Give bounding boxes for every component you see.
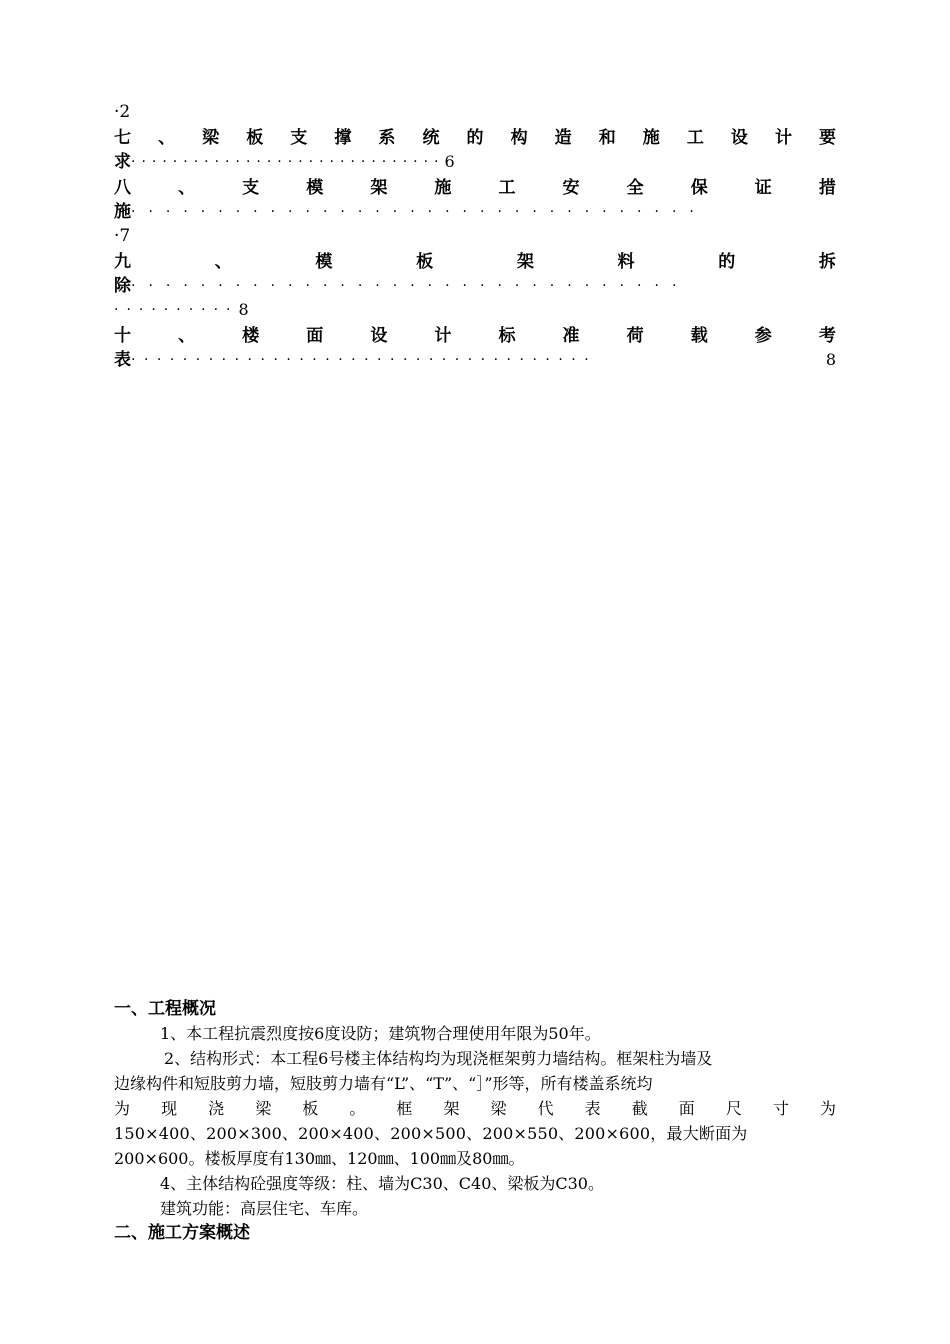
paragraph: 4、主体结构砼强度等级：柱、墙为C30、C40、梁板为C30。 — [160, 1174, 604, 1193]
toc-leader-dots: ·········· — [114, 302, 239, 318]
toc-title-char: 保 — [690, 178, 708, 198]
paragraph-char: 现 — [161, 1099, 178, 1118]
paragraph-char: 寸 — [772, 1099, 789, 1118]
toc-page-ref — [114, 224, 836, 248]
toc-leader-dots: ································· — [131, 204, 707, 220]
toc-entry-cont-text: 求 — [114, 152, 131, 172]
paragraph-char: 架 — [443, 1099, 460, 1118]
paragraph-char: 为 — [819, 1099, 836, 1118]
toc-title-char: 模 — [306, 178, 324, 198]
toc-page-ref — [114, 100, 836, 124]
toc-title-char: 荷 — [626, 326, 644, 346]
paragraph: 2、结构形式：本工程6号楼主体结构均为现浇框架剪力墙结构。框架柱为墙及 — [164, 1049, 713, 1068]
toc-title-char: 参 — [754, 326, 772, 346]
paragraph-line: 边缘构件和短肢剪力墙，短肢剪力墙有“L”、“T”、“］”形等，所有楼盖系统均 — [114, 1074, 653, 1093]
toc-title-char: 的 — [466, 128, 484, 148]
toc-entry-cont-text: 施 — [114, 202, 131, 222]
toc-entry-continuation — [114, 150, 836, 174]
toc-title-char: 楼 — [242, 326, 260, 346]
toc-title-char: 、 — [178, 178, 196, 198]
toc-entry-cont-text: 除 — [114, 276, 131, 296]
toc-title-char: 措 — [818, 178, 836, 198]
toc-title-char: 支 — [290, 128, 308, 148]
toc-title-char: 、 — [178, 326, 196, 346]
toc-title-char: 工 — [498, 178, 516, 198]
toc-entry-continuation — [114, 298, 836, 322]
toc-title-char: 施 — [642, 128, 660, 148]
toc-title-char: 撑 — [334, 128, 352, 148]
toc-title-char: 设 — [370, 326, 388, 346]
toc-page-number: ·2 — [114, 102, 131, 122]
toc-title-char: 面 — [306, 326, 324, 346]
toc-title-char: 十 — [114, 326, 131, 346]
paragraph-line — [114, 1096, 836, 1121]
toc-title-char: 要 — [819, 128, 836, 148]
toc-title-char: 拆 — [818, 252, 836, 272]
toc-title-char: 七 — [114, 128, 131, 148]
toc-title-char: 梁 — [202, 128, 220, 148]
paragraph-line: 200×600。楼板厚度有130㎜、120㎜、100㎜及80㎜。 — [114, 1149, 525, 1168]
toc-page-number: 8 — [238, 300, 249, 319]
toc-title-char: 料 — [617, 252, 635, 272]
paragraph-char: 。 — [349, 1099, 366, 1118]
toc-entry-continuation — [114, 274, 836, 298]
paragraph-char: 梁 — [490, 1099, 507, 1118]
section-heading: 二、施工方案概述 — [114, 1223, 250, 1243]
toc-entry-title — [114, 324, 836, 348]
paragraph-char: 代 — [537, 1099, 554, 1118]
toc-title-char: 、 — [158, 128, 176, 148]
paragraph-char: 表 — [584, 1099, 601, 1118]
toc-title-char: 全 — [626, 178, 644, 198]
toc-title-char: 计 — [774, 128, 792, 148]
paragraph-char: 截 — [631, 1099, 648, 1118]
toc-title-char: 板 — [246, 128, 264, 148]
toc-title-char: 架 — [516, 252, 534, 272]
toc-entry-continuation — [114, 348, 836, 372]
toc-title-char: 构 — [510, 128, 528, 148]
toc-page-number: 6 — [444, 152, 455, 171]
paragraph-char: 浇 — [208, 1099, 225, 1118]
toc-title-char: 施 — [434, 178, 452, 198]
toc-entry-title — [114, 126, 836, 150]
paragraph-char: 梁 — [255, 1099, 272, 1118]
toc-entry-title — [114, 250, 836, 274]
toc-title-char: 板 — [416, 252, 434, 272]
toc-leader-dots: ···································· — [131, 352, 598, 368]
toc-title-char: 设 — [730, 128, 748, 148]
toc-leader-dots: ······························ — [131, 154, 445, 170]
toc-title-char: 架 — [370, 178, 388, 198]
paragraph-char: 尺 — [725, 1099, 742, 1118]
toc-title-char: 模 — [315, 252, 333, 272]
toc-title-char: 和 — [598, 128, 616, 148]
toc-title-char: 安 — [562, 178, 580, 198]
toc-entry-cont-text: 表 — [114, 350, 131, 370]
paragraph-char: 框 — [396, 1099, 413, 1118]
paragraph-char: 板 — [302, 1099, 319, 1118]
toc-title-char: 支 — [242, 178, 260, 198]
toc-title-char: 造 — [554, 128, 572, 148]
toc-page-number: 8 — [825, 350, 836, 369]
toc-title-char: 载 — [690, 326, 708, 346]
toc-title-char: 的 — [718, 252, 736, 272]
toc-title-char: 证 — [754, 178, 772, 198]
section-heading: 一、工程概况 — [114, 999, 216, 1019]
section-body — [114, 1021, 836, 1221]
toc-entry-continuation — [114, 200, 836, 224]
toc-title-char: 准 — [562, 326, 580, 346]
paragraph-line: 150×400、200×300、200×400、200×500、200×550、200×600，最大断面为 — [114, 1124, 748, 1143]
paragraph: 1、本工程抗震烈度按6度设防；建筑物合理使用年限为50年。 — [160, 1024, 601, 1043]
toc-title-char: 、 — [214, 252, 232, 272]
toc-title-char: 工 — [686, 128, 704, 148]
toc-entry-title — [114, 176, 836, 200]
toc-title-char: 考 — [818, 326, 836, 346]
toc-title-char: 标 — [498, 326, 516, 346]
paragraph: 建筑功能：高层住宅、车库。 — [160, 1199, 369, 1218]
toc-title-char: 九 — [114, 252, 131, 272]
toc-leader-dots: ································ — [131, 278, 690, 294]
paragraph-char: 为 — [114, 1099, 131, 1118]
toc-page-number: ·7 — [114, 226, 131, 246]
toc-title-char: 系 — [378, 128, 396, 148]
toc-title-char: 八 — [114, 178, 131, 198]
toc-title-char: 计 — [434, 326, 452, 346]
paragraph-char: 面 — [678, 1099, 695, 1118]
toc-title-char: 统 — [422, 128, 440, 148]
